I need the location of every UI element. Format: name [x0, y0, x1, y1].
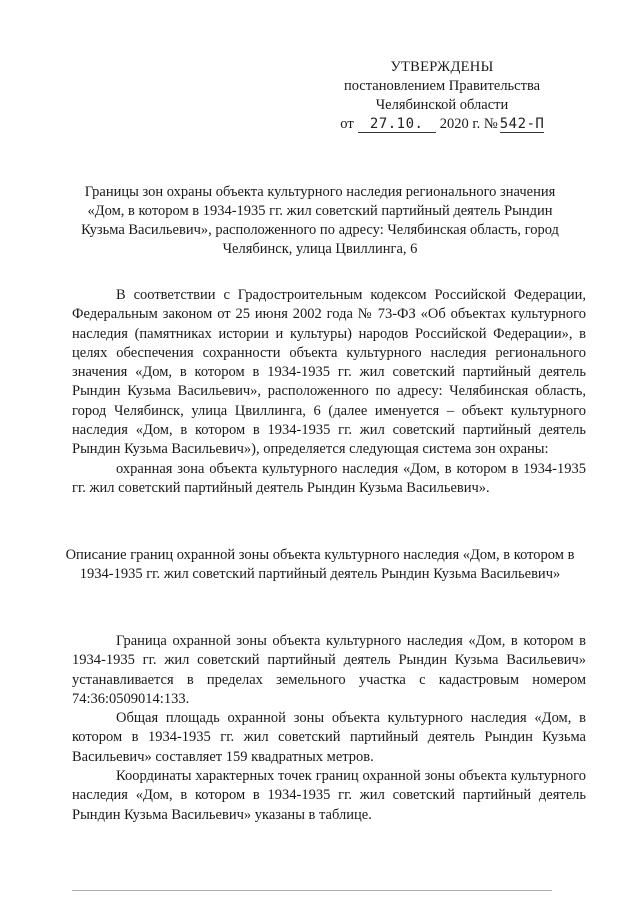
paragraph: охранная зона объекта культурного наследия «Дом, в котором в 1934-1935 гг. жил советский партийный деятель Рындин Кузьма Васильевич».	[72, 460, 586, 496]
handwritten-date: 27.10.	[358, 117, 436, 133]
description-section	[72, 632, 586, 825]
year-text: 2020 г. №	[439, 116, 498, 132]
date-prefix: от	[340, 116, 354, 132]
handwritten-number: 542-П	[499, 116, 545, 132]
intro-section	[72, 286, 586, 498]
approval-heading: УТВЕРЖДЕНЫ	[390, 59, 494, 75]
paragraph: Общая площадь охранной зоны объекта культурного наследия «Дом, в котором в 1934-1935 гг. жил советский партийный деятель Рындин Кузьма Васильевич» составляет 159 квадратных метров.	[72, 710, 586, 765]
approval-date-line	[322, 115, 562, 134]
document-title: Границы зон охраны объекта культурного наследия регионального значения «Дом, в котором в 1934-1935 гг. жил советский партийный деятель Рындин Кузьма Васильевич», расположенного по адресу: Челябинская область, город Челябинск, улица Цвиллинга, 6	[81, 184, 559, 257]
approval-line-2: Челябинской области	[375, 97, 509, 113]
paragraph: В соответствии с Градостроительным кодексом Российской Федерации, Федеральным законом от 25 июня 2002 года № 73-ФЗ «Об объектах культурного наследия (памятниках истории и культуры) народов Российской Федерации», в целях обеспечения сохранности объекта культурного наследия регионального значения «Дом, в котором в 1934-1935 гг. жил советский партийный деятель Рындин Кузьма Васильевич», расположенного по адресу: Челябинская область, город Челябинск, улица Цвиллинга, 6 (далее именуется – объект культурного наследия «Дом, в котором в 1934-1935 гг. жил советский партийный деятель Рындин Кузьма Васильевич»), определяется следующая система зон охраны:	[72, 287, 586, 458]
section-title: Описание границ охранной зоны объекта культурного наследия «Дом, в котором в 1934-1935 гг. жил советский партийный деятель Рындин Кузьма Васильевич»	[65, 547, 575, 582]
page-bottom-divider	[72, 890, 552, 891]
approval-line-1: постановлением Правительства	[343, 78, 541, 94]
paragraph: Координаты характерных точек границ охранной зоны объекта культурного наследия «Дом, в котором в 1934-1935 гг. жил советский партийный деятель Рындин Кузьма Васильевич» указаны в таблице.	[72, 768, 586, 823]
paragraph: Граница охранной зоны объекта культурного наследия «Дом, в котором в 1934-1935 гг. жил советский партийный деятель Рындин Кузьма Васильевич» устанавливается в пределах земельного участка с кадастровым номером 74:36:0509014:133.	[72, 633, 586, 707]
approval-block	[322, 58, 562, 134]
